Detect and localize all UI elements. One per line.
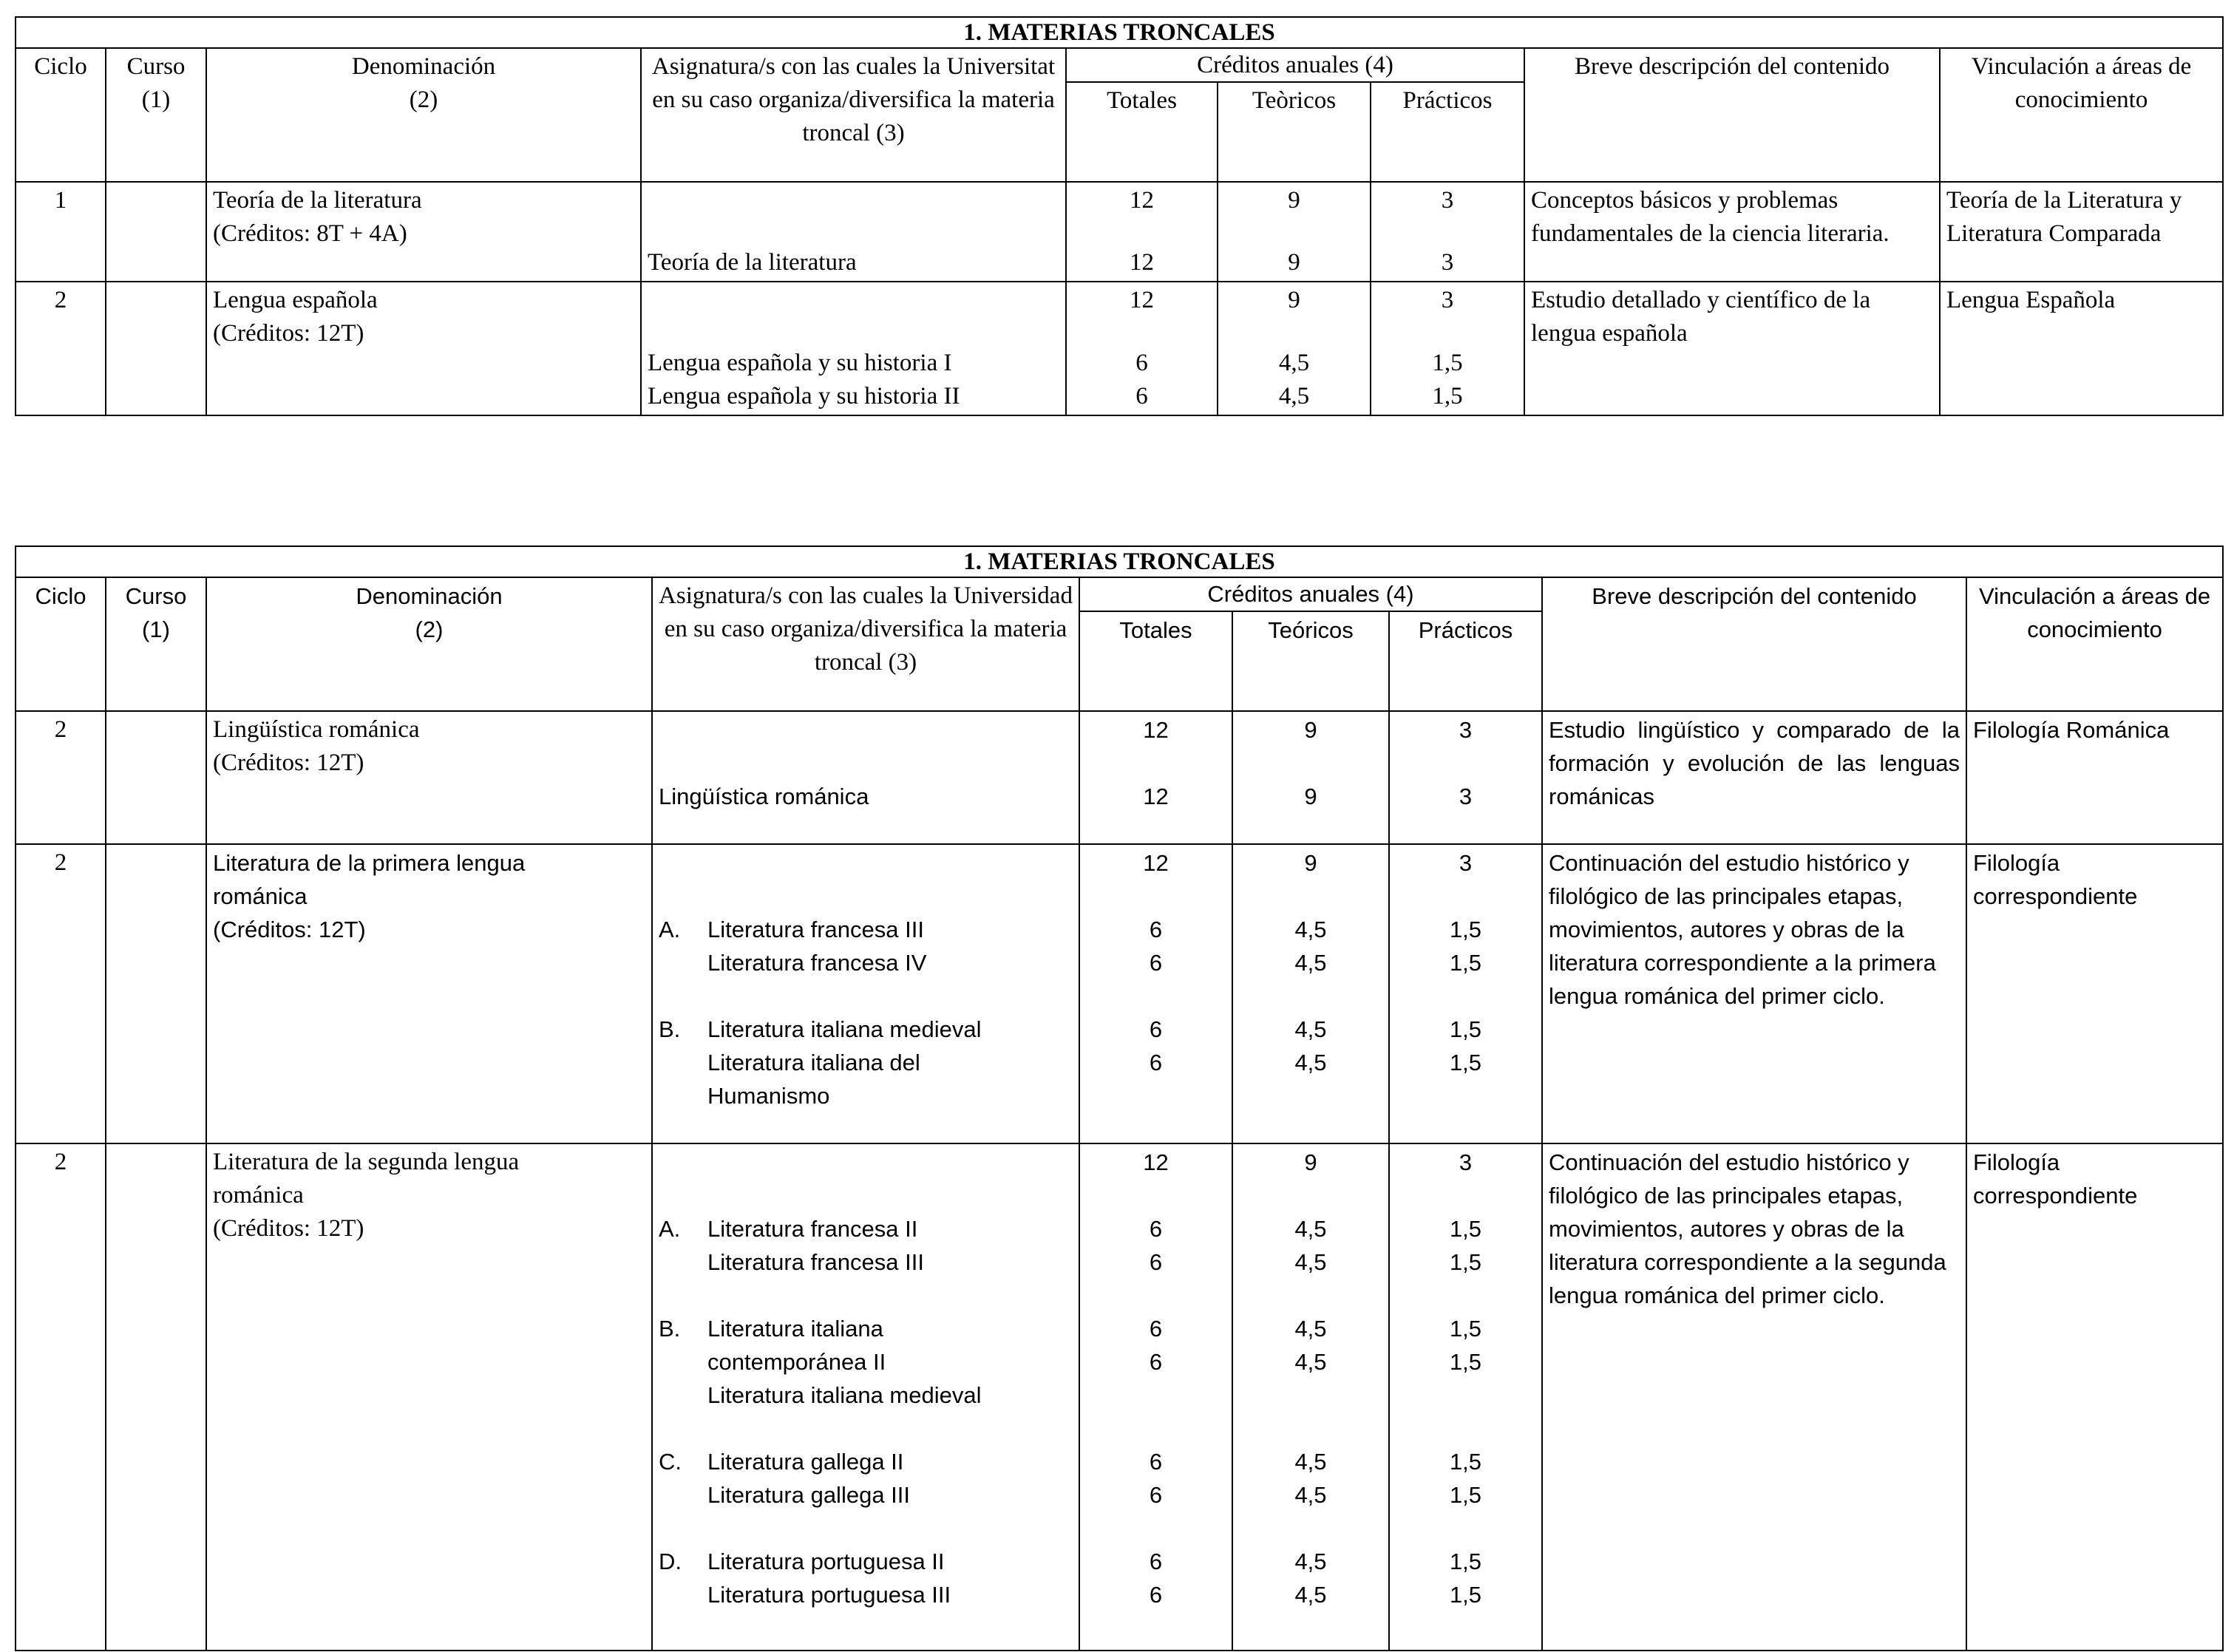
prac-value: 3 xyxy=(1441,287,1454,313)
header-denominacion xyxy=(206,48,641,182)
subject-teor: 4,5 xyxy=(1294,1449,1327,1475)
subject-teor: 4,5 xyxy=(1294,1249,1327,1275)
header-asignatura: Asignatura/s con las cuales la Universidad en su caso organiza/diversifica la materia troncal (3) xyxy=(652,577,1079,711)
header-teoricos: Teòricos xyxy=(1218,82,1371,182)
creditos-label: (Créditos: 12T) xyxy=(213,749,364,776)
subject-teor: 4,5 xyxy=(1278,383,1310,409)
group-letter: B. xyxy=(659,1316,681,1342)
subject-teor: 9 xyxy=(1288,249,1300,276)
header-descripcion: Breve descripción del contenido xyxy=(1524,48,1940,182)
total-value: 12 xyxy=(1143,1149,1169,1175)
header-curso xyxy=(106,48,206,182)
teoricos-cell xyxy=(1218,282,1371,415)
table-row xyxy=(16,282,2223,415)
subject-prac: 1,5 xyxy=(1449,950,1482,976)
header-curso-note: (1) xyxy=(141,86,171,113)
teoricos-cell xyxy=(1218,182,1371,282)
subject-name: Teoría de la literatura xyxy=(648,249,857,276)
subject-prac: 3 xyxy=(1459,783,1473,809)
creditos-label: (Créditos: 8T + 4A) xyxy=(213,220,407,247)
header-row xyxy=(16,577,2223,611)
subject-teor: 4,5 xyxy=(1294,917,1327,942)
subject-teor: 4,5 xyxy=(1294,1216,1327,1242)
header-teoricos: Teóricos xyxy=(1232,611,1389,711)
totales-cell xyxy=(1079,711,1232,844)
subject-total: 6 xyxy=(1149,1216,1163,1242)
subject-prac: 1,5 xyxy=(1432,383,1463,409)
subject-name: Literatura francesa III xyxy=(707,917,924,942)
subject-total: 6 xyxy=(1135,350,1148,376)
header-totales: Totales xyxy=(1066,82,1218,182)
header-vinculacion: Vinculación a áreas de conocimiento xyxy=(1940,48,2223,182)
subject-total: 12 xyxy=(1143,783,1169,809)
prac-value: 3 xyxy=(1459,1149,1473,1175)
subject-name: Lengua española y su historia I xyxy=(648,350,952,376)
subject-name: Humanismo xyxy=(707,1083,830,1109)
header-ciclo: Ciclo xyxy=(16,577,106,711)
subject-name: Literatura portuguesa II xyxy=(707,1549,945,1574)
subject-total: 12 xyxy=(1130,249,1154,276)
subject-prac: 1,5 xyxy=(1449,1249,1482,1275)
prac-value: 3 xyxy=(1459,717,1473,743)
group-letter: A. xyxy=(659,1216,681,1242)
subject-group xyxy=(659,1312,1073,1345)
asignatura-cell xyxy=(652,711,1079,844)
group-letter: C. xyxy=(659,1449,682,1475)
totales-cell xyxy=(1079,844,1232,1143)
subject-group xyxy=(659,1445,1073,1478)
subject-total: 6 xyxy=(1149,950,1163,976)
totales-cell xyxy=(1079,1143,1232,1651)
subject-line xyxy=(659,1079,1073,1112)
vinculacion-cell: Teoría de la Literatura y Literatura Comparada xyxy=(1940,182,2223,282)
subject-prac: 1,5 xyxy=(1449,1349,1482,1375)
prac-value: 3 xyxy=(1459,850,1473,876)
vinculacion-cell: Filología correspondiente xyxy=(1966,844,2223,1143)
header-descripcion: Breve descripción del contenido xyxy=(1542,577,1966,711)
curso-cell xyxy=(106,282,206,415)
subject-teor: 4,5 xyxy=(1294,1016,1327,1042)
subject-total: 6 xyxy=(1149,917,1163,942)
table-row xyxy=(16,844,2223,1143)
subject-prac: 1,5 xyxy=(1449,1050,1482,1075)
teor-value: 9 xyxy=(1304,1149,1317,1175)
teoricos-cell xyxy=(1232,711,1389,844)
group-letter: D. xyxy=(659,1549,682,1574)
total-value: 12 xyxy=(1143,717,1169,743)
ciclo-cell: 2 xyxy=(16,1143,106,1651)
subject-line xyxy=(659,1478,1073,1512)
header-asignatura: Asignatura/s con las cuales la Universitat en su caso organiza/diversifica la materia troncal (3) xyxy=(641,48,1066,182)
subject-line xyxy=(659,946,1073,979)
subject-prac: 1,5 xyxy=(1449,1449,1482,1475)
creditos-label: (Créditos: 12T) xyxy=(213,320,364,347)
subject-name: Literatura francesa IV xyxy=(707,950,927,976)
vinculacion-cell: Lengua Española xyxy=(1940,282,2223,415)
teor-value: 9 xyxy=(1304,717,1317,743)
curso-cell xyxy=(106,1143,206,1651)
subject-total: 6 xyxy=(1149,1249,1163,1275)
header-denominacion-label: Denominación xyxy=(356,583,503,609)
subject-total: 6 xyxy=(1149,1016,1163,1042)
subject-prac: 1,5 xyxy=(1432,350,1463,376)
table-row xyxy=(16,1143,2223,1651)
total-value: 12 xyxy=(1130,187,1154,214)
subject-name: Literatura italiana medieval xyxy=(707,1382,982,1408)
header-ciclo: Ciclo xyxy=(16,48,106,182)
subject-name: Lengua española y su historia II xyxy=(648,383,960,409)
subject-total: 6 xyxy=(1149,1349,1163,1375)
curso-cell xyxy=(106,844,206,1143)
subject-name: Literatura francesa II xyxy=(707,1216,918,1242)
ciclo-cell: 2 xyxy=(16,711,106,844)
prac-value: 3 xyxy=(1441,187,1454,214)
descripcion-cell: Estudio detallado y científico de la lengua española xyxy=(1524,282,1940,415)
denominacion-text: Lingüística románica xyxy=(213,716,420,743)
subject-group xyxy=(659,1212,1073,1245)
vinculacion-cell: Filología Románica xyxy=(1966,711,2223,844)
subject-total: 6 xyxy=(1149,1449,1163,1475)
practicos-cell xyxy=(1371,282,1524,415)
total-value: 12 xyxy=(1130,287,1154,313)
subject-line xyxy=(659,1245,1073,1279)
denominacion-cell xyxy=(206,711,652,844)
header-creditos: Créditos anuales (4) xyxy=(1066,48,1524,82)
subject-name: Literatura gallega III xyxy=(707,1482,911,1508)
subject-teor: 4,5 xyxy=(1294,1050,1327,1075)
subject-prac: 1,5 xyxy=(1449,1582,1482,1608)
denominacion-text: Literatura de la segunda lengua xyxy=(213,1149,520,1175)
header-curso-note: (1) xyxy=(142,616,170,642)
descripcion-cell: Estudio lingüístico y comparado de la formación y evolución de las lenguas románicas xyxy=(1542,711,1966,844)
header-practicos: Prácticos xyxy=(1389,611,1542,711)
subject-prac: 3 xyxy=(1441,249,1454,276)
header-denominacion-note: (2) xyxy=(409,86,438,113)
subject-name: contemporánea II xyxy=(707,1349,886,1375)
ciclo-cell: 2 xyxy=(16,282,106,415)
subject-name: Literatura portuguesa III xyxy=(707,1582,951,1608)
subject-total: 6 xyxy=(1149,1050,1163,1075)
practicos-cell xyxy=(1389,1143,1542,1651)
subject-teor: 4,5 xyxy=(1294,1482,1327,1508)
subject-total: 6 xyxy=(1149,1549,1163,1574)
subject-line xyxy=(659,1046,1073,1079)
section-title: 1. MATERIAS TRONCALES xyxy=(16,17,2223,48)
header-denominacion-note: (2) xyxy=(415,616,444,642)
practicos-cell xyxy=(1371,182,1524,282)
subject-teor: 4,5 xyxy=(1294,1316,1327,1342)
subject-line xyxy=(659,1578,1073,1611)
header-totales: Totales xyxy=(1079,611,1232,711)
denominacion-cell xyxy=(206,182,641,282)
subject-teor: 4,5 xyxy=(1294,950,1327,976)
asignatura-cell xyxy=(641,182,1066,282)
denominacion-text: Lengua española xyxy=(213,287,378,313)
curso-cell xyxy=(106,711,206,844)
subject-teor: 4,5 xyxy=(1294,1582,1327,1608)
vinculacion-cell: Filología correspondiente xyxy=(1966,1143,2223,1651)
denominacion-text: Literatura de la primera lengua xyxy=(213,850,526,876)
section-title: 1. MATERIAS TRONCALES xyxy=(16,546,2223,577)
subject-prac: 1,5 xyxy=(1449,1482,1482,1508)
ciclo-cell: 2 xyxy=(16,844,106,1143)
header-row xyxy=(16,48,2223,82)
subject-prac: 1,5 xyxy=(1449,917,1482,942)
header-denominacion-label: Denominación xyxy=(351,53,496,80)
subject-total: 6 xyxy=(1135,383,1148,409)
teor-value: 9 xyxy=(1288,287,1300,313)
subject-prac: 1,5 xyxy=(1449,1549,1482,1574)
table-row xyxy=(16,182,2223,282)
header-vinculacion: Vinculación a áreas de conocimiento xyxy=(1966,577,2223,711)
subject-teor: 9 xyxy=(1304,783,1317,809)
asignatura-cell xyxy=(641,282,1066,415)
subject-total: 6 xyxy=(1149,1582,1163,1608)
totales-cell xyxy=(1066,282,1218,415)
subject-teor: 4,5 xyxy=(1278,350,1310,376)
header-denominacion xyxy=(206,577,652,711)
table-row xyxy=(16,711,2223,844)
teoricos-cell xyxy=(1232,844,1389,1143)
materias-troncales-table-2 xyxy=(15,545,2224,1651)
header-practicos: Prácticos xyxy=(1371,82,1524,182)
subject-name: Literatura italiana medieval xyxy=(707,1016,982,1042)
group-letter: A. xyxy=(659,917,681,942)
subject-name: Literatura francesa III xyxy=(707,1249,924,1275)
asignatura-cell xyxy=(652,1143,1079,1651)
subject-total: 6 xyxy=(1149,1316,1163,1342)
subject-group xyxy=(659,1545,1073,1578)
subject-line xyxy=(659,1379,1073,1412)
creditos-label: (Créditos: 12T) xyxy=(213,917,366,942)
subject-name: Literatura gallega II xyxy=(707,1449,904,1475)
descripcion-cell: Continuación del estudio histórico y filológico de las principales etapas, movimientos, autores y obras de la literatura correspondiente a la segunda lengua románica del primer ciclo. xyxy=(1542,1143,1966,1651)
descripcion-cell: Conceptos básicos y problemas fundamentales de la ciencia literaria. xyxy=(1524,182,1940,282)
subject-prac: 1,5 xyxy=(1449,1316,1482,1342)
subject-prac: 1,5 xyxy=(1449,1216,1482,1242)
header-curso-label: Curso xyxy=(126,53,186,80)
group-letter: B. xyxy=(659,1016,681,1042)
header-creditos: Créditos anuales (4) xyxy=(1079,577,1542,611)
subject-teor: 4,5 xyxy=(1294,1549,1327,1574)
subject-name: Lingüística románica xyxy=(659,783,869,809)
subject-prac: 1,5 xyxy=(1449,1016,1482,1042)
subject-teor: 4,5 xyxy=(1294,1349,1327,1375)
teor-value: 9 xyxy=(1288,187,1300,214)
teoricos-cell xyxy=(1232,1143,1389,1651)
subject-group xyxy=(659,913,1073,946)
denominacion-text: románica xyxy=(213,1182,304,1209)
total-value: 12 xyxy=(1143,850,1169,876)
creditos-label: (Créditos: 12T) xyxy=(213,1215,364,1242)
practicos-cell xyxy=(1389,844,1542,1143)
ciclo-cell: 1 xyxy=(16,182,106,282)
totales-cell xyxy=(1066,182,1218,282)
denominacion-cell xyxy=(206,282,641,415)
denominacion-cell xyxy=(206,1143,652,1651)
header-curso xyxy=(106,577,206,711)
asignatura-cell xyxy=(652,844,1079,1143)
denominacion-text: Teoría de la literatura xyxy=(213,187,422,214)
subject-total: 6 xyxy=(1149,1482,1163,1508)
subject-name: Literatura italiana del xyxy=(707,1050,920,1075)
subject-name: Literatura italiana xyxy=(707,1316,883,1342)
teor-value: 9 xyxy=(1304,850,1317,876)
practicos-cell xyxy=(1389,711,1542,844)
header-curso-label: Curso xyxy=(125,583,187,609)
subject-line xyxy=(659,1345,1073,1379)
denominacion-text: románica xyxy=(213,883,308,909)
curso-cell xyxy=(106,182,206,282)
descripcion-cell: Continuación del estudio histórico y filológico de las principales etapas, movimientos, autores y obras de la literatura correspondiente a la primera lengua románica del primer ciclo. xyxy=(1542,844,1966,1143)
denominacion-cell xyxy=(206,844,652,1143)
subject-group xyxy=(659,1013,1073,1046)
materias-troncales-table-1 xyxy=(15,16,2224,416)
